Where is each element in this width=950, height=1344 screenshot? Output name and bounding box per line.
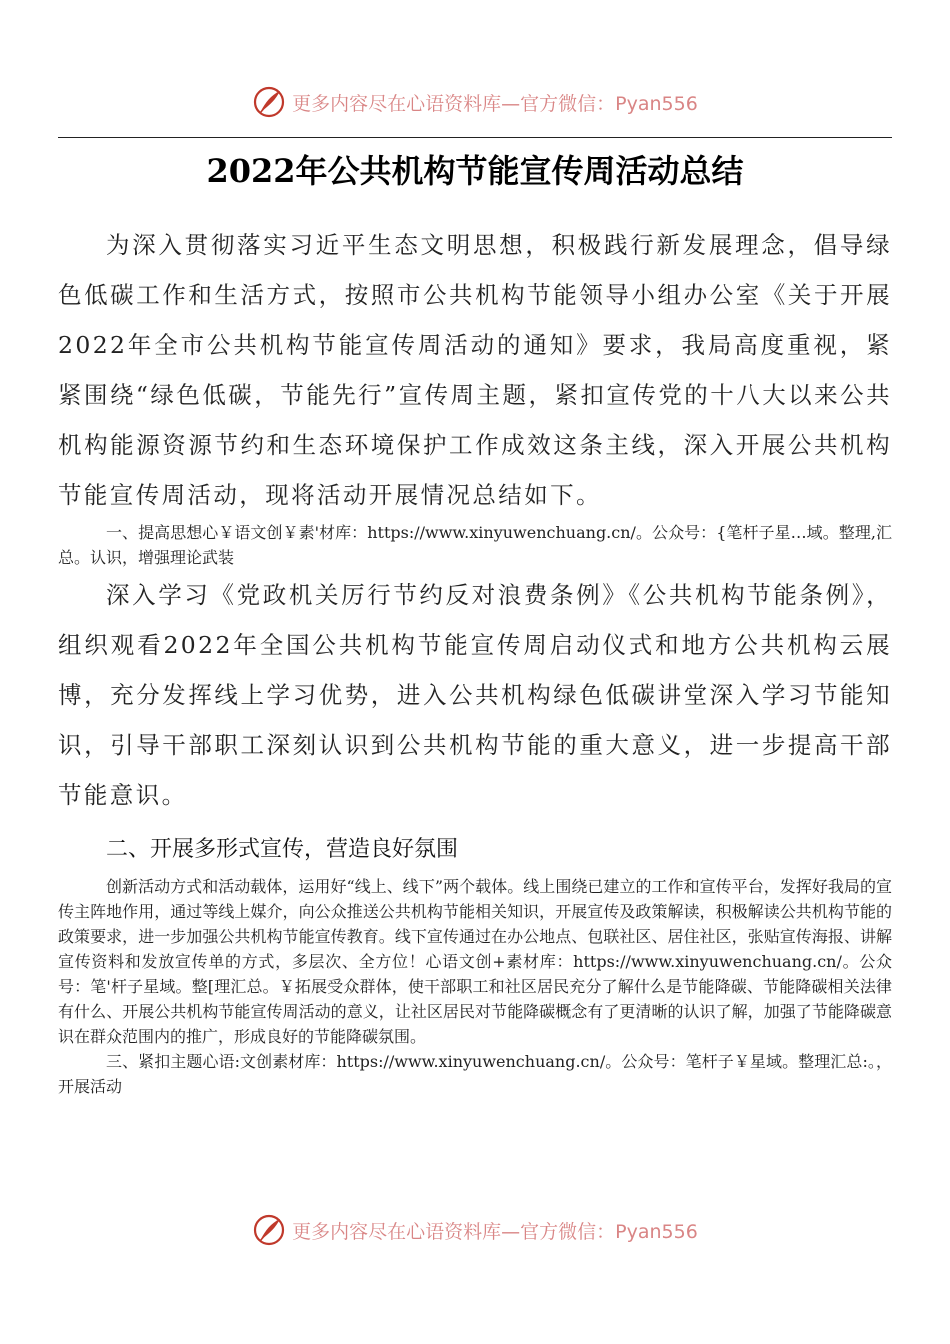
intro-paragraph: 为深入贯彻落实习近平生态文明思想，积极践行新发展理念，倡导绿色低碳工作和生活方式，按照市公共机构节能领导小组办公室《关于开展2022年全市公共机构节能宣传周活动的通知》要求，我局高度重视，紧紧围绕“绿色低碳，节能先行”宣传周主题，紧扣宣传党的十八大以来公共机构能源资源节约和生态环境保护工作成效这条主线，深入开展公共机构节能宣传周活动，现将活动开展情况总结如下。 (58, 231, 892, 509)
section2-heading: 二、开展多形式宣传，营造良好氛围 (106, 837, 459, 862)
header-divider (58, 137, 892, 138)
feather-pen-icon (252, 85, 286, 119)
section1-heading: 一、提高思想心￥语文创￥素'材库：https://www.xinyuwenchuang.cn/。公众号：{笔杆子星…域。整理,汇总。认识，增强理论武装 (58, 523, 892, 567)
footer-banner-text: 更多内容尽在心语资料库—官方微信：Pyan556 (292, 1220, 698, 1243)
document-title: 2022年公共机构节能宣传周活动总结 (206, 152, 744, 190)
footer-banner (0, 1208, 950, 1252)
header-banner-text: 更多内容尽在心语资料库—官方微信：Pyan556 (292, 92, 698, 115)
section3-heading: 三、紧扣主题心语:文创素材库：https://www.xinyuwenchuang.cn/。公众号：笔杆子￥星域。整理汇总:。，开展活动 (58, 1052, 892, 1096)
feather-pen-icon (252, 1213, 286, 1247)
document-body (58, 220, 892, 1099)
section2-paragraph: 创新活动方式和活动载体，运用好“线上、线下”两个载体。线上围绕已建立的工作和宣传平台，发挥好我局的宣传主阵地作用，通过等线上媒介，向公众推送公共机构节能相关知识，开展宣传及政策解读，积极解读公共机构节能的政策要求，进一步加强公共机构节能宣传教育。线下宣传通过在办公地点、包联社区、居住社区，张贴宣传海报、讲解宣传资料和发放宣传单的方式，多层次、全方位！心语文创+素材库：https://www.xinyuwenchuang.cn/。公众号：笔'杆子星域。整[理汇总。￥拓展受众群体，使干部职工和社区居民充分了解什么是节能降碳、节能降碳相关法律有什么、开展公共机构节能宣传周活动的意义，让社区居民对节能降碳概念有了更清晰的认识了解，加强了节能降碳意识在群众范围内的推广，形成良好的节能降碳氛围。 (58, 877, 892, 1046)
header-banner (0, 80, 950, 124)
section1-paragraph: 深入学习《党政机关厉行节约反对浪费条例》《公共机构节能条例》，组织观看2022年全国公共机构节能宣传周启动仪式和地方公共机构云展博，充分发挥线上学习优势，进入公共机构绿色低碳讲堂深入学习节能知识，引导干部职工深刻认识到公共机构节能的重大意义，进一步提高干部节能意识。 (58, 581, 892, 809)
